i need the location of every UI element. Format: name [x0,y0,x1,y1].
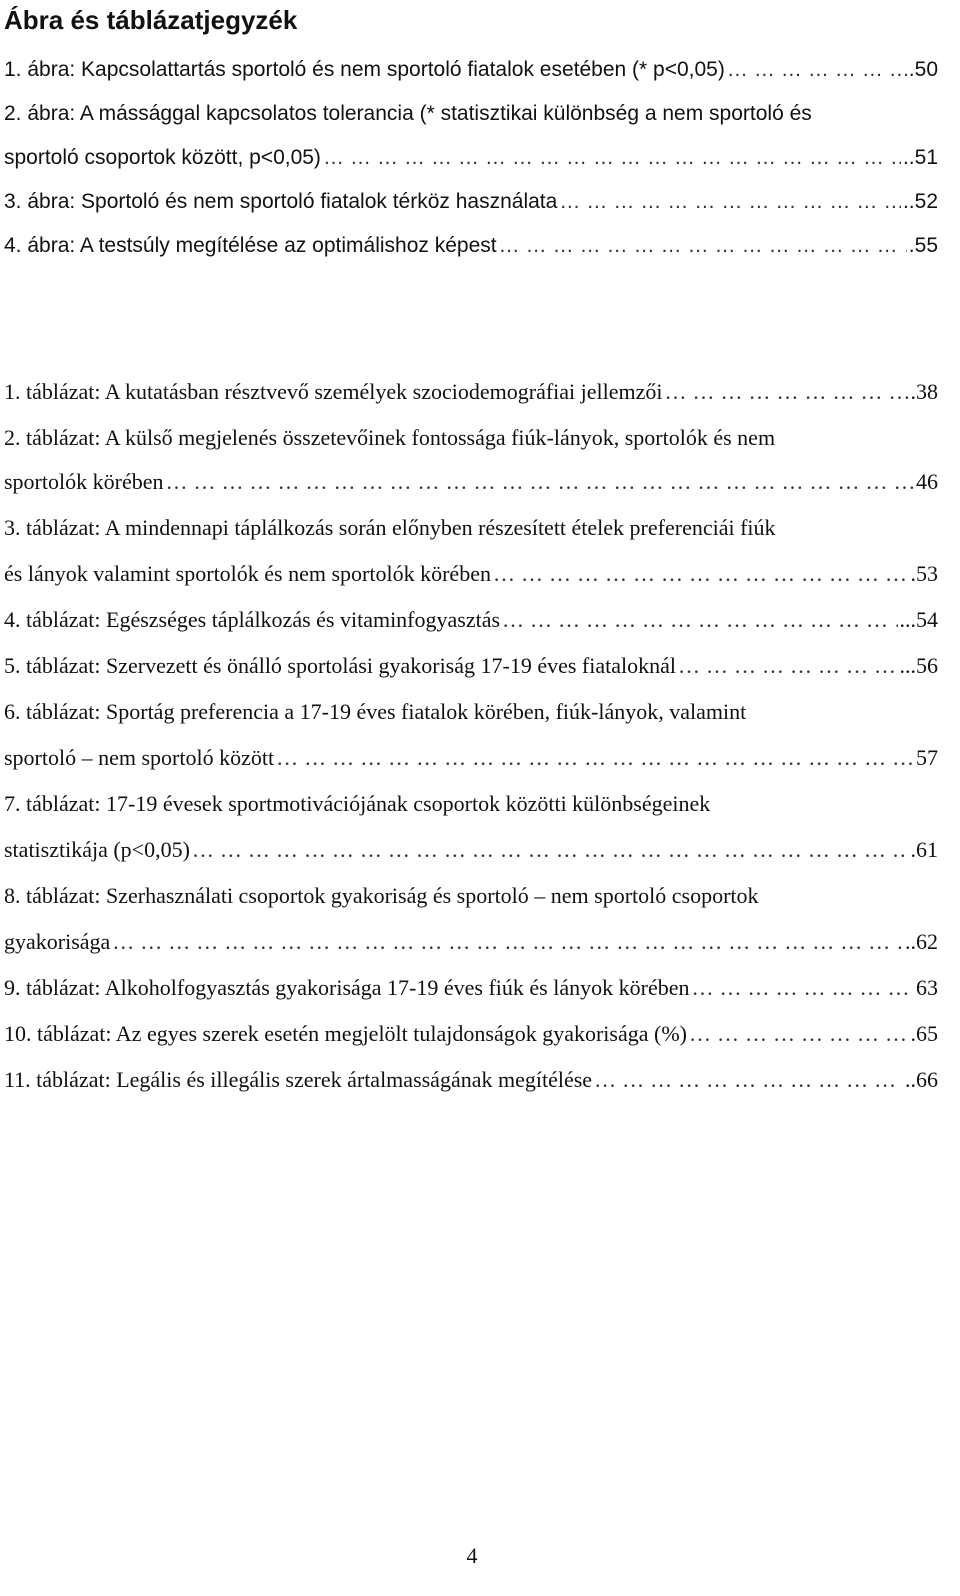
entry-text: 10. táblázat: Az egyes szerek esetén megjelölt tulajdonságok gyakorisága (%) [4,1021,687,1046]
page-ref: 51 [914,146,938,169]
table-entry-8-cont: gyakorisága ………………………………………………………………………………………………………………………………………………………………………………………………………………………………………… .. 62 [4,926,938,958]
page-ref: 61 [916,837,938,862]
list-heading: Ábra és táblázatjegyzék [4,5,298,35]
entry-text: sportoló – nem sportoló között [4,745,275,770]
figure-entry-3: 3. ábra: Sportoló és nem sportoló fiatalok térköz használata ………………………………………………………………………………………………………………………………………………………………………………………………………………………………………… .. 52 [4,186,938,218]
entry-text: 6. táblázat: Sportág preferencia a 17-19 éves fiatalok körében, fiúk-lányok, valamint [4,699,747,724]
entry-text: gyakorisága [4,929,111,954]
entry-text: 7. táblázat: 17-19 évesek sportmotivációjának csoportok közötti különbségeinek [4,791,711,816]
table-entry-8 [4,880,938,912]
page-ref: 57 [916,745,938,770]
dot-leader [323,142,901,174]
entry-text: 11. táblázat: Legális és illegális szerek ártalmasságának megítélése [4,1067,593,1092]
figure-entry-2-cont: sportoló csoportok között, p<0,05) ………………………………………………………………………………………………………………………………………………………………………………………………………………………………………… .. 51 [4,142,938,174]
page-ref: 52 [914,190,938,213]
page-ref: 63 [916,975,938,1000]
dot-leader [192,834,909,866]
figure-entry-2 [4,98,938,130]
page-ref: 54 [916,607,938,632]
table-entry-2-cont [4,466,938,498]
entry-text: 1. ábra: Kapcsolattartás sportoló és nem sportoló fiatalok esetében (* p<0,05) [4,58,725,81]
entry-text: 4. ábra: A testsúly megítélése az optimálishoz képest [4,234,497,257]
page-ref: 38 [916,379,938,404]
entry-text: 8. táblázat: Szerhasználati csoportok gyakoriság és sportoló – nem sportoló csoportok [4,883,759,908]
entry-text: sportoló csoportok között, p<0,05) [4,146,321,169]
dot-leader [493,558,909,590]
entry-text: és lányok valamint sportolók és nem sportolók körében [4,561,491,586]
table-entry-11: 11. táblázat: Legális és illegális szerek ártalmasságának megítélése ………………………………………………………………………………………………………………………………………………………………………………………………………………………………………… .. 66 [4,1064,938,1096]
entry-text: 2. ábra: A mássággal kapcsolatos tolerancia (* statisztikai különbség a nem sportoló és [4,102,812,125]
dot-leader [691,972,914,1004]
entry-text: 3. táblázat: A mindennapi táplálkozás során előnyben részesített ételek preferenciái fiúk [4,515,776,540]
dot-leader [499,230,907,262]
entry-text: 1. táblázat: A kutatásban résztvevő személyek szociodemográfiai jellemzői [4,379,663,404]
page-ref: 65 [916,1021,938,1046]
entry-text: 2. táblázat: A külső megjelenés összetevőinek fontossága fiúk-lányok, sportolók és nem [4,425,776,450]
entry-text: 9. táblázat: Alkoholfogyasztás gyakorisága 17-19 éves fiúk és lányok körében [4,975,690,1000]
table-entry-7-cont: statisztikája (p<0,05) ………………………………………………………………………………………………………………………………………………………………………………………………………………………………………… . 61 [4,834,938,866]
table-entry-1: 1. táblázat: A kutatásban résztvevő személyek szociodemográfiai jellemzői ………………………………………………………………………………………………………………………………………………………………………………………………………………………………………… . 38 [4,376,938,408]
entry-text: statisztikája (p<0,05) [4,837,190,862]
entry-text: 5. táblázat: Szervezett és önálló sportolási gyakoriság 17-19 éves fiataloknál [4,653,676,678]
table-entry-10: 10. táblázat: Az egyes szerek esetén megjelölt tulajdonságok gyakorisága (%) ………………………………………………………………………………………………………………………………………………………………………………………………………………………………………… . 65 [4,1018,938,1050]
table-entry-3 [4,512,938,544]
table-entry-6-cont [4,742,938,774]
table-entry-2 [4,422,938,454]
table-entry-5: 5. táblázat: Szervezett és önálló sportolási gyakoriság 17-19 éves fiataloknál ………………………………………………………………………………………………………………………………………………………………………………………………………………………………………… ... 56 [4,650,938,682]
dot-leader [727,54,907,86]
dot-leader [276,742,914,774]
dot-leader [594,1064,903,1096]
dot-leader [559,186,901,218]
dot-leader [678,650,898,682]
table-entry-3-cont: és lányok valamint sportolók és nem sportolók körében ………………………………………………………………………………………………………………………………………………………………………………………………………………………………………… . 53 [4,558,938,590]
dot-leader [165,466,914,498]
page-ref: 56 [916,653,938,678]
table-entry-4: 4. táblázat: Egészséges táplálkozás és vitaminfogyasztás ………………………………………………………………………………………………………………………………………………………………………………………………………………………………………… ... 54 [4,604,938,636]
dot-leader [502,604,897,636]
page-number: 4 [466,1543,478,1568]
dot-leader [689,1018,909,1050]
figure-entry-1: 1. ábra: Kapcsolattartás sportoló és nem sportoló fiatalok esetében (* p<0,05) ………………………………………………………………………………………………………………………………………………………………………………………………………………………………………… . 50 [4,54,938,86]
page-ref: 62 [916,929,938,954]
entry-text: 3. ábra: Sportoló és nem sportoló fiatalok térköz használata [4,190,558,213]
page-ref: 53 [916,561,938,586]
page-ref: 46 [916,469,938,494]
table-entry-9 [4,972,938,1004]
figure-entry-4: 4. ábra: A testsúly megítélése az optimálishoz képest ………………………………………………………………………………………………………………………………………………………………………………………………………………………………………… . 55 [4,230,938,262]
dot-leader [665,376,909,408]
page-ref: 66 [916,1067,938,1092]
table-entry-7 [4,788,938,820]
page-ref: 50 [914,58,938,81]
entry-text: 4. táblázat: Egészséges táplálkozás és vitaminfogyasztás [4,607,501,632]
dot-leader [112,926,903,958]
entry-text: sportolók körében [4,469,164,494]
page-ref: 55 [914,234,938,257]
table-entry-6 [4,696,938,728]
